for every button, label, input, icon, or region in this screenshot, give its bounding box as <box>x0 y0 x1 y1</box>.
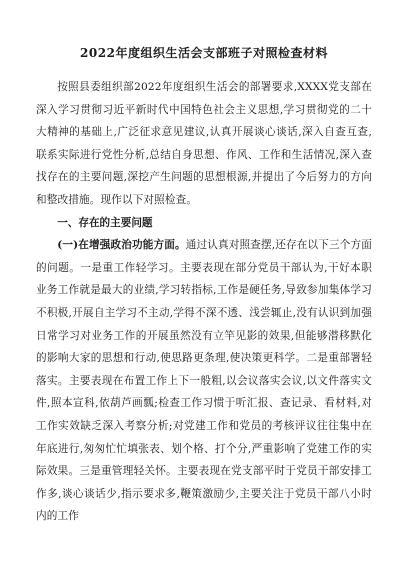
subsection-heading-political-function: (一)在增强政治功能方面。 <box>57 239 186 252</box>
subsection-paragraph-political-function <box>36 234 372 528</box>
document-title: 2022年度组织生活会支部班子对照检查材料 <box>80 46 328 60</box>
section-heading-problems: 一、存在的主要问题 <box>57 216 153 229</box>
subsection-body-text: 通过认真对照查摆,还存在以下三个方面的问题。一是重工作轻学习。主要表现在部分党员干部认为,干好本职业务工作就是最大的业绩,学习转指标,工作是硬任务,导致参加集体学习不积极,开展自主学习不主动,学得不深不透、浅尝辄止,没有认识到加强日常学习对业务工作的开展虽然没有立竿见影的效果,但能够潜移默化的影响大家的思想和行动,使思路更条理,使决策更科学。二是重部署轻落实。主要表现在布置工作上下一般粗,以会议落实会议,以文件落实文件,照本宣科,依葫芦画瓢;检查工作习惯于听汇报、查记录、看材料,对工作实效缺乏深入考察分析;对党建工作和党员的考核评议往往集中在年底进行,匆匆忙忙填张表、划个格、打个分,严重影响了党建工作的实际效果。三是重管理轻关怀。主要表现在党支部平时于党员干部安排工作多,谈心谈话少,指示要求多,鞭策激励少,主要关注于党员干部八小时内的工作 <box>36 239 372 523</box>
intro-paragraph: 按照县委组织部2022年度组织生活会的部署要求,XXXX党支部在深入学习贯彻习近平新时代中国特色社会主义思想,学习贯彻党的二十大精神的基础上,广泛征求意见建议,认真开展谈心谈话,深入自查互查,联系实际进行党性分析,总结自身思想、作风、工作和生活情况,深入查找存在的主要问题,深挖产生问题的思想根源,并提出了今后努力的方向和整改措施。现作以下对照检查。 <box>36 81 372 206</box>
